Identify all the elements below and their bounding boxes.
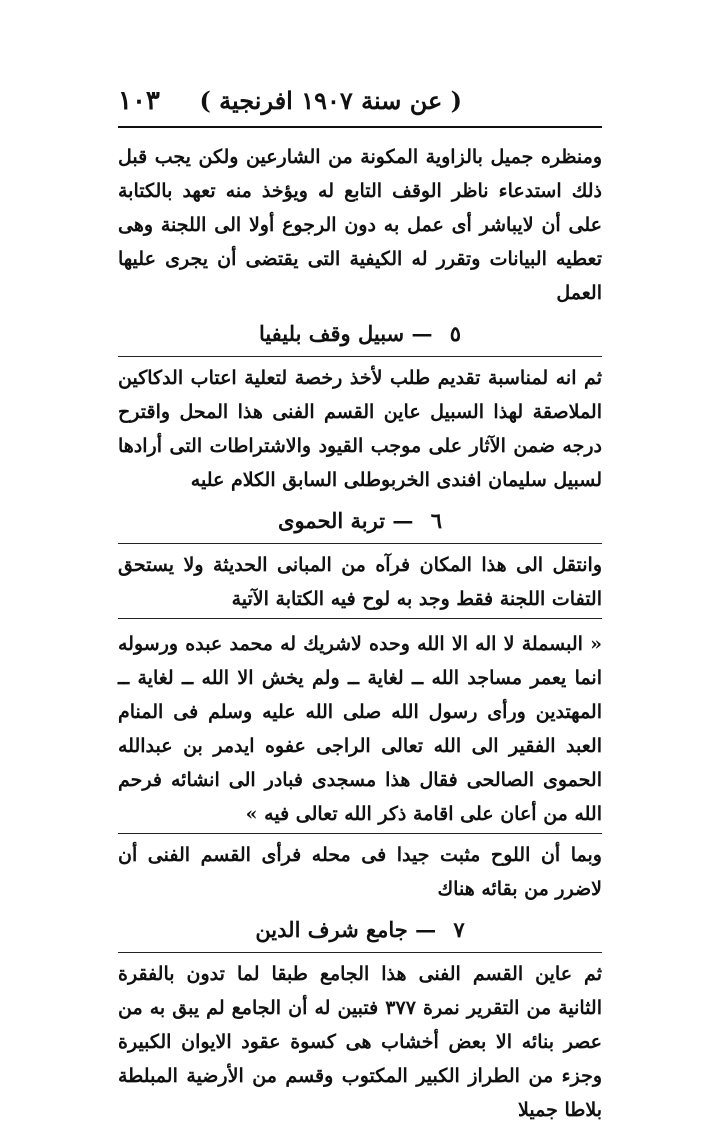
intro-paragraph: ومنظره جميل بالزاوية المكونة من الشارعين ولكن يجب قبل ذلك استدعاء ناظر الوقف التابع له ويؤخذ منه تعهد بالكتابة على أن لايباشر أى عمل به دون الرجوع أولا الى اللجنة وهى تعطيه البيانات وتقرر له الكيفية التى يقتضى أن يجرى عليها العمل xyxy=(118,146,602,304)
section-7-dash: — xyxy=(415,917,437,942)
section-6-heading xyxy=(118,503,602,539)
section-7-paragraph: ثم عاين القسم الفنى هذا الجامع طبقا لما تدون بالفقرة الثانية من التقرير نمرة ٣٧٧ فتبين له أن الجامع لم يبق به من عصر بنائه الا بعض أخشاب هى كسوة عقود الايوان الكبيرة وجزء من الطراز الكبير المكتوب وقسم من الأرضية المبلطة بلاطا جميلا xyxy=(118,963,602,1121)
quote-top-rule xyxy=(118,618,602,619)
quote-bottom-rule xyxy=(118,833,602,834)
header-rule xyxy=(118,126,602,128)
section-5-paragraph: ثم انه لمناسبة تقديم طلب لأخذ رخصة لتعلية اعتاب الدكاكين الملاصقة لهذا السبيل عاين القسم الفنى هذا المحل واقترح درجه ضمن الآثار على موجب القيود والاشتراطات التى أرادها لسبيل سليمان افندى الخربوطلى السابق الكلام عليه xyxy=(118,367,602,491)
section-5-dash: — xyxy=(411,321,433,346)
section-5-rule xyxy=(118,356,602,357)
section-6-after-paragraph: وبما أن اللوح مثبت جيدا فى محله فرأى القسم الفنى أن لاضرر من بقائه هناك xyxy=(118,844,602,900)
section-7-title: جامع شرف الدين xyxy=(255,917,408,942)
inscription-quote: « البسملة لا اله الا الله وحده لاشريك له محمد عبده ورسوله انما يعمر مساجد الله ــ لغاية ــ ولم يخش الا الله ــ لغاية ــ المهتدين ورأى رسول الله صلى الله عليه وسلم فى المنام العبد الفقير الى الله تعالى الراجى عفوه ايدمر بن عبدالله الحموى الصالحى فقال هذا مسجدى فبادر الى انشائه فرحم الله من أعان على اقامة ذكر الله تعالى فيه » xyxy=(118,633,602,825)
page-header xyxy=(118,82,602,122)
section-7-heading xyxy=(118,912,602,948)
page-body xyxy=(118,140,602,1127)
running-head: ( عن سنة ١٩٠٧ افرنجية ) xyxy=(199,86,462,115)
section-6-number: ٦ xyxy=(430,508,442,533)
section-6-paragraph: وانتقل الى هذا المكان فرآه من المبانى الحديثة ولا يستحق التفات اللجنة فقط وجد به لوح فيه الكتابة الآتية xyxy=(118,554,602,610)
section-5-heading xyxy=(118,316,602,352)
page-number: ١٠٣ xyxy=(118,86,160,116)
section-6-dash: — xyxy=(392,508,414,533)
section-5-title: سبيل وقف بليفيا xyxy=(258,321,405,346)
section-6-rule xyxy=(118,543,602,544)
section-7-number: ٧ xyxy=(453,917,465,942)
section-7-rule xyxy=(118,952,602,953)
section-6-title: تربة الحموى xyxy=(278,508,386,533)
section-5-number: ٥ xyxy=(449,321,462,346)
